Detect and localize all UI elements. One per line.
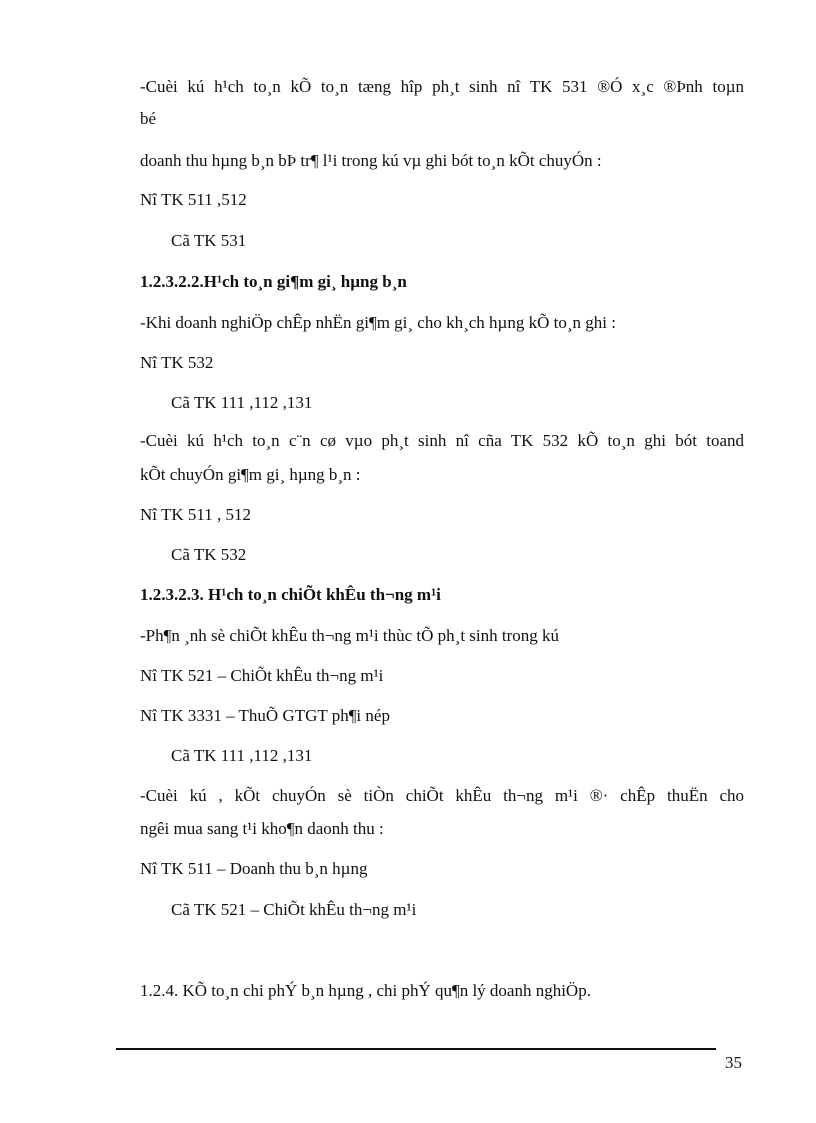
paragraph-line: kÕt chuyÓn gi¶m gi¸ hµng b¸n : (140, 465, 361, 484)
journal-entry-debit: Nî TK 3331 – ThuÕ GTGT ph¶i nép (140, 706, 390, 725)
paragraph-line: -Ph¶n ¸nh sè chiÕt khÊu th¬ng m¹i thùc tÕ ph¸t sinh trong kú (140, 626, 560, 645)
section-heading: 1.2.3.2.3. H¹ch to¸n chiÕt khÊu th¬ng m¹i (140, 585, 441, 604)
paragraph-line: -Khi doanh nghiÖp chÊp nhËn gi¶m gi¸ cho kh¸ch hµng kÕ to¸n ghi : (140, 313, 616, 332)
paragraph-line: doanh thu hµng b¸n bÞ tr¶ l¹i trong kú vµ ghi bót to¸n kÕt chuyÓn : (140, 151, 602, 170)
journal-entry-credit: Cã TK 532 (171, 545, 247, 564)
journal-entry-debit: Nî TK 511 ,512 (140, 190, 247, 209)
journal-entry-debit: Nî TK 521 – ChiÕt khÊu th¬ng m¹i (140, 666, 384, 685)
journal-entry-debit: Nî TK 511 – Doanh thu b¸n hµng (140, 859, 368, 878)
section-heading: 1.2.3.2.2.H¹ch to¸n gi¶m gi¸ hµng b¸n (140, 272, 407, 291)
footer-divider (116, 1048, 716, 1050)
section-heading: 1.2.4. KÕ to¸n chi phÝ b¸n hµng , chi phÝ qu¶n lý doanh nghiÖp. (140, 981, 591, 1000)
paragraph-line: bé (140, 109, 157, 128)
paragraph-line: -Cuèi kú h¹ch to¸n c¨n cø vµo ph¸t sinh nî cña TK 532 kÕ to¸n ghi bót toand (140, 431, 744, 450)
page-number: 35 (725, 1053, 742, 1072)
journal-entry-credit: Cã TK 111 ,112 ,131 (171, 746, 313, 765)
journal-entry-credit: Cã TK 521 – ChiÕt khÊu th¬ng m¹i (171, 900, 417, 919)
journal-entry-debit: Nî TK 532 (140, 353, 214, 372)
journal-entry-debit: Nî TK 511 , 512 (140, 505, 251, 524)
paragraph-line: -Cuèi kú , kÕt chuyÓn sè tiÒn chiÕt khÊu th¬ng m¹i ®· chÊp thuËn cho (140, 786, 744, 805)
paragraph-line: -Cuèi kú h¹ch to¸n kÕ to¸n tæng hîp ph¸t sinh nî TK 531 ®Ó x¸c ®Þnh toµn (140, 77, 744, 96)
journal-entry-credit: Cã TK 531 (171, 231, 247, 250)
paragraph-line: ngêi mua sang t¹i kho¶n daonh thu : (140, 819, 384, 838)
journal-entry-credit: Cã TK 111 ,112 ,131 (171, 393, 313, 412)
